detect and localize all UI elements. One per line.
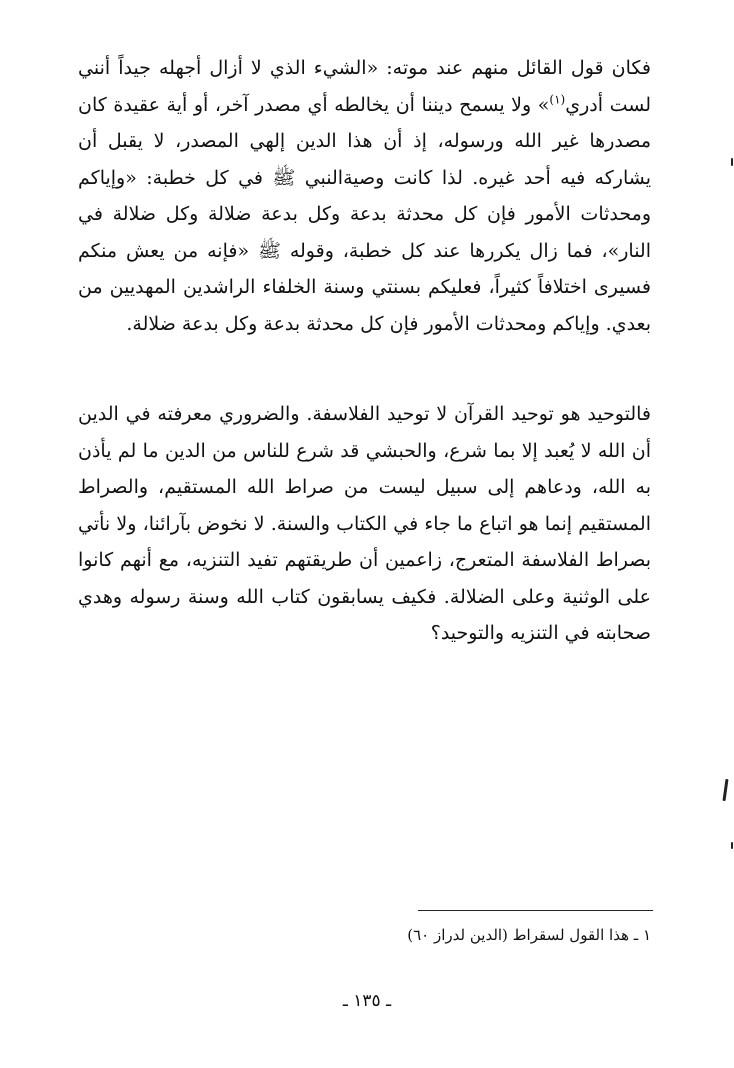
paragraph-1-text-start: فكان قول القائل منهم عند موته: «الشيء الذي لا أزال أجهله جيداً أنني لست أدري bbox=[78, 57, 651, 116]
paragraph-2: فالتوحيد هو توحيد القرآن لا توحيد الفلاسفة. والضروري معرفته في الدين أن الله لا يُعبد إلا بما شرع، والحبشي قد شرع للناس من الدين ما لم يأذن به الله، ودعاهم إلى سبيل ليست من صراط الله المستقيم، والصراط المستقيم إنما هو اتباع ما جاء في الكتاب والسنة. لا نخوض بآرائنا، ولا نأتي بصراط الفلاسفة المتعرج، زاعمين أن طريقتهم تفيد التنزيه، مع أنهم كانوا على الوثنية وعلى الضلالة. فكيف يسابقون كتاب الله وسنة رسوله وهدي صحابته في التنزيه والتوحيد؟ bbox=[78, 403, 651, 644]
footnote-reference: (١) bbox=[549, 92, 566, 107]
margin-scan-mark bbox=[722, 779, 728, 801]
margin-scan-mark bbox=[731, 842, 733, 849]
paragraph-1 bbox=[78, 50, 651, 342]
paragraph-1-text-end: » ولا يسمح ديننا أن يخالطه أي مصدر آخر، أو أية عقيدة كان مصدرها غير الله ورسوله، إذ أن هذا الدين إلهي المصدر، لا يقبل أن يشاركه فيه أحد غيره. لذا كانت وصيةالنبي ﷺ في كل خطبة: «وإياكم ومحدثات الأمور فإن كل محدثة بدعة وكل بدعة ضلالة وكل ضلالة في النار»، فما زال يكررها عند كل خطبة، وقوله ﷺ «فإنه من يعش منكم فسيرى اختلافاً كثيراً، فعليكم بسنتي وسنة الخلفاء الراشدين المهديين من بعدي. وإياكم ومحدثات الأمور فإن كل محدثة بدعة وكل بدعة ضلالة. bbox=[78, 93, 651, 335]
footnote-text: ١ ـ هذا القول لسقراط (الدين لدراز ٦٠) bbox=[407, 926, 651, 944]
margin-scan-mark bbox=[731, 158, 733, 166]
page-number: ـ ١٣٥ ـ bbox=[342, 991, 392, 1011]
footnote-divider bbox=[418, 910, 653, 911]
